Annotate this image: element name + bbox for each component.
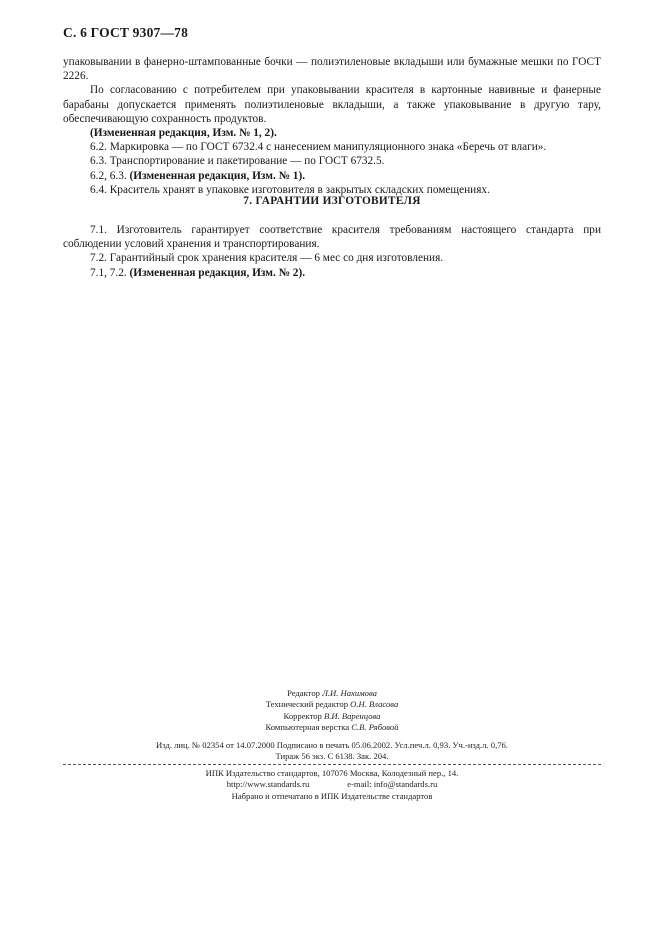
editorial-credits	[63, 688, 601, 733]
corrector-name: В.И. Варенцова	[323, 710, 381, 721]
paragraph-6-4: 6.4. Краситель хранят в упаковке изготовителя в закрытых складских помещениях.	[90, 183, 490, 196]
layout-name: С.В. Рябовой	[351, 721, 399, 732]
clause-numbers: 7.1, 7.2.	[90, 266, 127, 279]
paragraph-6-2: 6.2. Маркировка — по ГОСТ 6732.4 с нанесением манипуляционного знака «Беречь от влаги».	[90, 141, 547, 154]
layout-label: Компьютерная верстка	[265, 721, 350, 732]
section6-text	[63, 55, 601, 197]
paragraph-6-3: 6.3. Транспортирование и пакетирование — по ГОСТ 6732.5.	[90, 155, 385, 168]
email-link[interactable]: e-mail: info@standards.ru	[347, 779, 438, 790]
edit-note-1-2: (Измененная редакция, Изм. № 1, 2).	[90, 127, 277, 140]
license-line: Изд. лиц. № 02354 от 14.07.2000 Подписано в печать 05.06.2002. Усл.печ.л. 0,93. Уч.-изд.л. 0,76.	[156, 740, 508, 750]
website-link[interactable]: http://www.standards.ru	[226, 779, 310, 790]
layout-line	[63, 722, 601, 733]
printed-note: Набрано и отпечатано в ИПК Издательстве стандартов	[231, 790, 433, 801]
print-run-line: Тираж 56 экз. С 6138. Зак. 204.	[275, 751, 389, 762]
paragraph-continuation: упаковывании в фанерно-штампованные бочки — полиэтиленовые вкладыши или бумажные мешки по ГОСТ 2226.	[63, 56, 601, 83]
editor-label: Редактор	[287, 688, 320, 698]
paragraph-7-1: 7.1. Изготовитель гарантирует соответствие красителя требованиям настоящего стандарта при соблюдении условий хранения и транспортирования.	[63, 224, 601, 251]
clause-numbers: 6.2, 6.3.	[90, 169, 127, 182]
tech-editor-label: Технический редактор	[265, 699, 348, 710]
editor-name: Л.И. Нахимова	[322, 688, 377, 698]
divider	[63, 764, 601, 765]
tech-editor-name: О.Н. Власова	[350, 699, 399, 710]
edit-note-text: (Измененная редакция, Изм. № 2).	[129, 266, 306, 279]
publication-details	[63, 740, 601, 763]
publisher-info	[63, 768, 601, 802]
paragraph-agreement: По согласованию с потребителем при упаковывании красителя в картонные навивные и фанерные барабаны допускается применять полиэтиленовые вкладыши, а также упаковывание в другую тару, обеспечивающую сохранность продуктов.	[63, 84, 601, 125]
editor-line	[63, 688, 601, 699]
paragraph-7-2: 7.2. Гарантийный срок хранения красителя — 6 мес со дня изготовления.	[90, 252, 444, 265]
edit-note-text: (Измененная редакция, Изм. № 1).	[129, 169, 306, 182]
tech-editor-line	[63, 699, 601, 710]
corrector-line	[63, 711, 601, 722]
publisher-address: ИПК Издательство стандартов, 107076 Москва, Колодезный пер., 14.	[205, 768, 459, 778]
section-7-title: 7. ГАРАНТИИ ИЗГОТОВИТЕЛЯ	[243, 195, 421, 207]
page-header: С. 6 ГОСТ 9307—78	[63, 25, 189, 40]
edit-note-7-1-7-2	[63, 266, 601, 280]
edit-note-6-2-6-3	[63, 169, 601, 183]
corrector-label: Корректор	[283, 710, 322, 721]
section7-text	[63, 223, 601, 280]
contact-row	[63, 779, 601, 790]
